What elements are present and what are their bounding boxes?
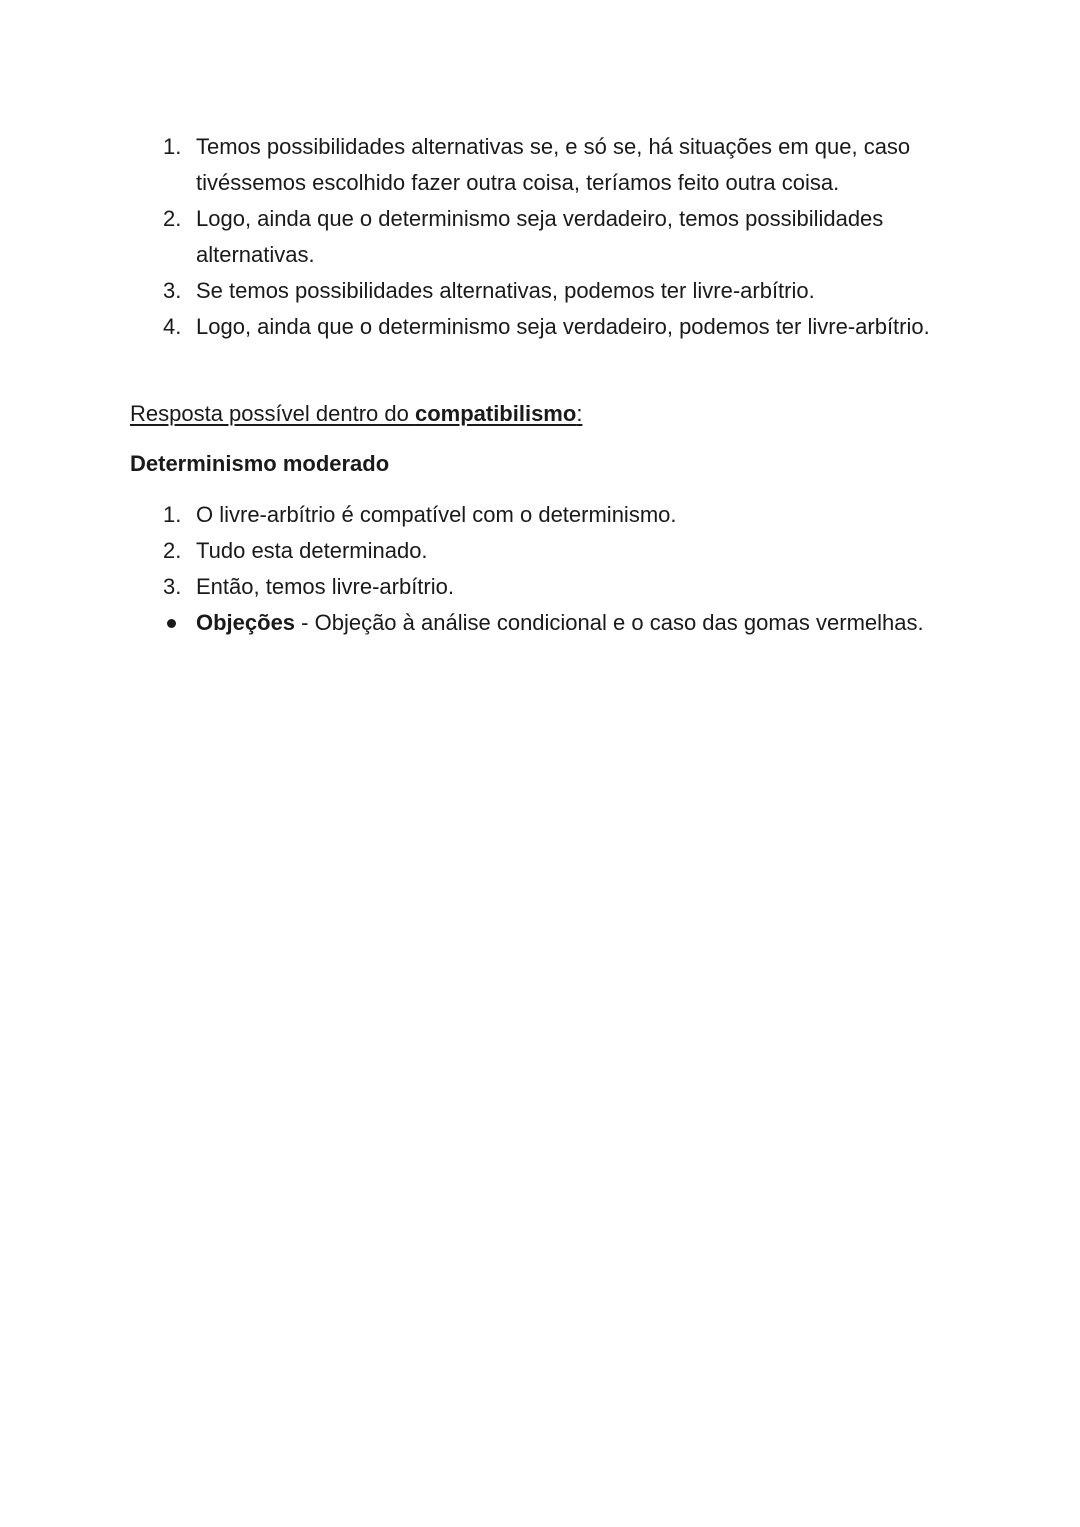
item-text: O livre-arbítrio é compatível com o determinismo.	[196, 502, 677, 527]
resposta-heading	[130, 399, 582, 429]
objecoes-label: Objeções	[196, 610, 296, 635]
list-item	[163, 273, 963, 309]
bullet-icon	[167, 619, 176, 628]
moderado-list	[163, 497, 963, 641]
item-number: 3.	[163, 278, 182, 303]
section-heading: Determinismo moderado	[130, 451, 390, 476]
item-number: 2.	[163, 206, 182, 231]
item-text: Tudo esta determinado.	[196, 538, 428, 563]
list-item	[163, 309, 963, 345]
list-item	[163, 569, 963, 605]
item-number: 4.	[163, 314, 182, 339]
list-item	[163, 129, 963, 201]
item-number: 1.	[163, 134, 182, 159]
item-text: Temos possibilidades alternativas se, e só se, há situações em que, caso tivéssemos escolhido fazer outra coisa, teríamos feito outra coisa.	[196, 134, 911, 195]
item-number: 1.	[163, 502, 182, 527]
list-item	[163, 497, 963, 533]
item-text: Se temos possibilidades alternativas, podemos ter livre-arbítrio.	[196, 278, 815, 303]
list-item-bullet	[163, 605, 963, 641]
objecoes-text: - Objeção à análise condicional e o caso das gomas vermelhas.	[295, 610, 924, 635]
resposta-prefix: Resposta possível dentro do	[130, 401, 415, 426]
list-item	[163, 201, 963, 273]
item-text: Logo, ainda que o determinismo seja verdadeiro, temos possibilidades alternativas.	[196, 206, 884, 267]
argument-list	[163, 129, 963, 345]
list-item	[163, 533, 963, 569]
item-text: Logo, ainda que o determinismo seja verdadeiro, podemos ter livre-arbítrio.	[196, 314, 930, 339]
item-number: 2.	[163, 538, 182, 563]
resposta-suffix: :	[576, 401, 583, 426]
item-number: 3.	[163, 574, 182, 599]
resposta-bold: compatibilismo	[414, 401, 577, 426]
item-text: Então, temos livre-arbítrio.	[196, 574, 454, 599]
